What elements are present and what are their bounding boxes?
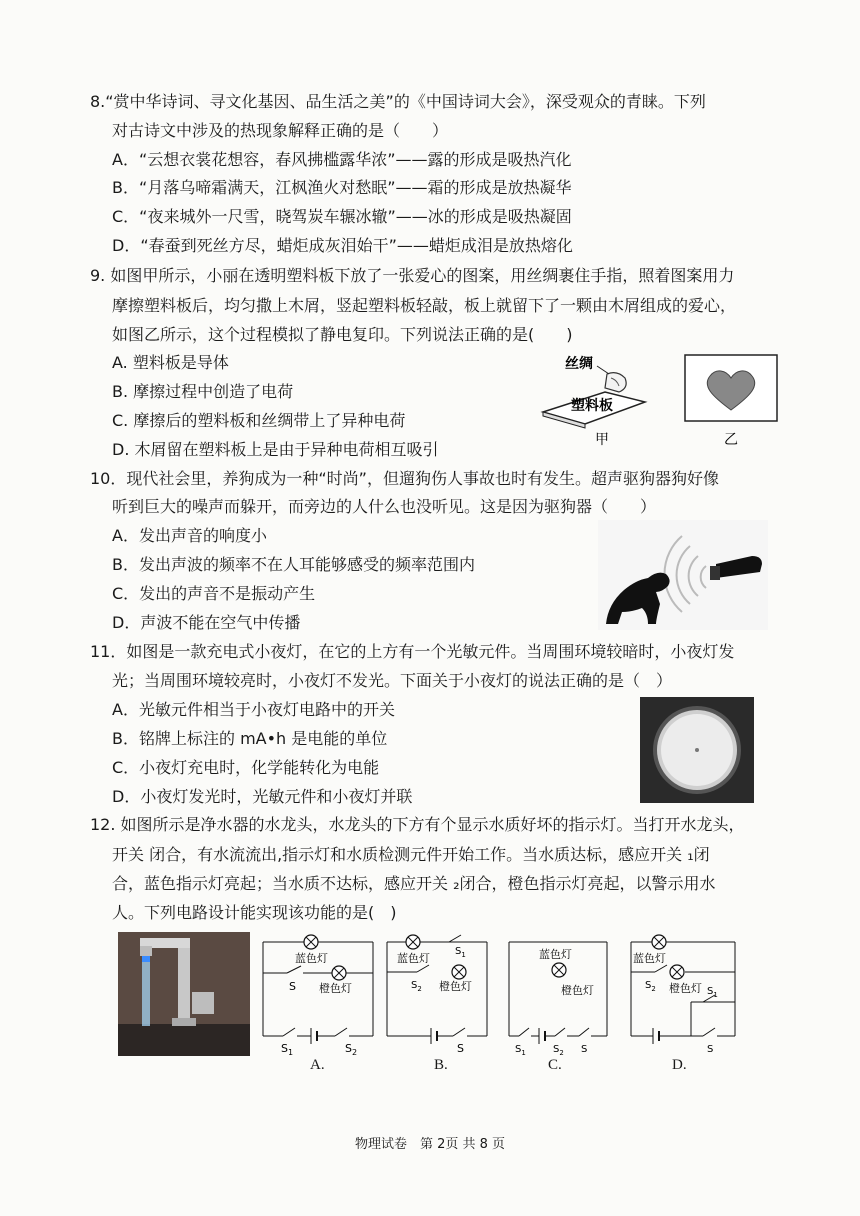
circuit-b-s-label: S — [457, 1042, 464, 1055]
q10-stem-line2: 听到巨大的噪声而躲开，而旁边的人什么也没听见。这是因为驱狗器（ ） — [112, 497, 657, 516]
q11-option-b: B．铭牌上标注的 mA•h 是电能的单位 — [112, 729, 388, 748]
lamp-icon — [332, 966, 346, 980]
q8-option-c: C．“夜来城外一尺雪，晓驾炭车辗冰辙”——冰的形成是吸热凝固 — [112, 207, 572, 226]
q12-caption-a: A. — [310, 1057, 325, 1073]
q10-option-b: B．发出声波的频率不在人耳能够感受的频率范围内 — [112, 555, 475, 574]
circuit-a-s-label: S — [289, 980, 296, 993]
q8-option-d: D．“春蚕到死丝方尽，蜡炬成灰泪始干”——蜡炬成泪是放热熔化 — [112, 236, 573, 255]
circuit-c-s-label: S — [581, 1044, 588, 1055]
q9-option-c: C. 摩擦后的塑料板和丝绸带上了异种电荷 — [112, 411, 406, 430]
q9-figure-yi — [682, 352, 782, 452]
q9-stem-line2: 摩擦塑料板后，均匀撒上木屑，竖起塑料板轻敲，板上就留下了一颗由木屑组成的爱心， — [112, 296, 737, 315]
q10-option-d: D．声波不能在空气中传播 — [112, 613, 301, 632]
q10-stem-line1: 10．现代社会里，养狗成为一种“时尚”，但遛狗伤人事故也时有发生。超声驱狗器狗好像 — [90, 469, 719, 488]
page-footer: 物理试卷 第 2页 共 8 页 — [354, 1137, 506, 1152]
q12-caption-d: D. — [672, 1057, 687, 1073]
q11-option-d: D．小夜灯发光时，光敏元件和小夜灯并联 — [112, 787, 413, 806]
circuit-d-s-label: S — [707, 1044, 714, 1055]
q12-stem-line3: 合，蓝色指示灯亮起；当水质不达标，感应开关 ₂闭合，橙色指示灯亮起，以警示用水 — [112, 874, 716, 893]
lamp-icon — [652, 935, 666, 949]
q12-caption-b: B. — [434, 1057, 448, 1073]
lamp-icon — [406, 935, 420, 949]
circuit-c-s2-label: $S_2$ — [553, 1044, 564, 1057]
circuit-d-orange-label: 橙色灯 — [669, 982, 702, 995]
q11-stem-line1: 11．如图是一款充电式小夜灯，在它的上方有一个光敏元件。当周围环境较暗时，小夜灯发 — [90, 642, 735, 661]
q9-silk-label: 丝绸 — [565, 356, 593, 372]
circuit-d-blue-label: 蓝色灯 — [633, 952, 666, 965]
q9-jia-label: 甲 — [595, 432, 609, 448]
circuit-a-blue-label: 蓝色灯 — [295, 952, 328, 965]
circuit-a-orange-label: 橙色灯 — [319, 982, 352, 995]
q12-stem-line1: 12. 如图所示是净水器的水龙头，水龙头的下方有个显示水质好坏的指示灯。当打开水龙头， — [90, 815, 745, 834]
circuit-a-s2-label: $S_2$ — [345, 1042, 358, 1057]
q10-option-a: A．发出声音的响度小 — [112, 526, 267, 545]
circuit-c-blue-label: 蓝色灯 — [539, 948, 572, 961]
circuit-b-s1-label: $S_1$ — [455, 946, 466, 959]
q12-caption-c: C. — [548, 1057, 562, 1073]
q9-figure-jia — [535, 352, 655, 452]
circuit-c — [509, 942, 607, 1057]
q9-yi-label: 乙 — [724, 432, 738, 448]
q9-stem-line3: 如图乙所示，这个过程模拟了静电复印。下列说法正确的是( ) — [112, 325, 573, 344]
circuit-c-s1-label: $S_1$ — [515, 1044, 526, 1057]
q9-option-a: A. 塑料板是导体 — [112, 353, 229, 372]
circuit-a-s1-label: $S_1$ — [281, 1042, 294, 1057]
circuit-d-s2-label: $S_2$ — [645, 980, 656, 993]
q10-dog-repeller-image — [598, 520, 768, 630]
circuit-d-s1-label: $S_1$ — [707, 986, 718, 999]
q12-faucet-image — [118, 932, 250, 1056]
q9-stem-line1: 9. 如图甲所示，小丽在透明塑料板下放了一张爱心的图案，用丝绸裹住手指，照着图案用力 — [90, 266, 735, 285]
q8-option-a: A．“云想衣裳花想容，春风拂槛露华浓”——露的形成是吸热汽化 — [112, 150, 572, 169]
circuit-a — [263, 935, 373, 1057]
lamp-icon — [670, 965, 684, 979]
q10-option-c: C．发出的声音不是振动产生 — [112, 584, 316, 603]
circuit-b-s2-label: $S_2$ — [411, 980, 422, 993]
q8-stem-line1: 8.“赏中华诗词、寻文化基因、品生活之美”的《中国诗词大会》，深受观众的青睐。下列 — [90, 92, 706, 111]
q9-board-label: 塑料板 — [571, 398, 613, 414]
q8-option-b: B．“月落乌啼霜满天，江枫渔火对愁眠”——霜的形成是放热凝华 — [112, 178, 572, 197]
circuit-d — [631, 935, 735, 1055]
q8-stem-line2: 对古诗文中涉及的热现象解释正确的是（ ） — [112, 121, 449, 140]
q12-circuit-options — [255, 928, 755, 1078]
q9-option-b: B. 摩擦过程中创造了电荷 — [112, 382, 294, 401]
circuit-b-blue-label: 蓝色灯 — [397, 952, 430, 965]
circuit-c-orange-label: 橙色灯 — [561, 984, 594, 997]
circuit-b-orange-label: 橙色灯 — [439, 980, 472, 993]
circuit-b — [387, 935, 487, 1055]
q11-option-c: C．小夜灯充电时，化学能转化为电能 — [112, 758, 380, 777]
lamp-icon — [552, 963, 566, 977]
q11-stem-line2: 光；当周围环境较亮时，小夜灯不发光。下面关于小夜灯的说法正确的是（ ） — [112, 671, 673, 690]
lamp-icon — [452, 965, 466, 979]
q11-night-light-image — [640, 697, 754, 803]
q12-stem-line4: 人。下列电路设计能实现该功能的是( ) — [112, 903, 397, 922]
q11-option-a: A．光敏元件相当于小夜灯电路中的开关 — [112, 700, 395, 719]
q9-option-d: D. 木屑留在塑料板上是由于异种电荷相互吸引 — [112, 440, 439, 459]
lamp-icon — [304, 935, 318, 949]
q12-stem-line2: 开关 闭合，有水流流出,指示灯和水质检测元件开始工作。当水质达标，感应开关 ₁闭 — [112, 845, 710, 864]
